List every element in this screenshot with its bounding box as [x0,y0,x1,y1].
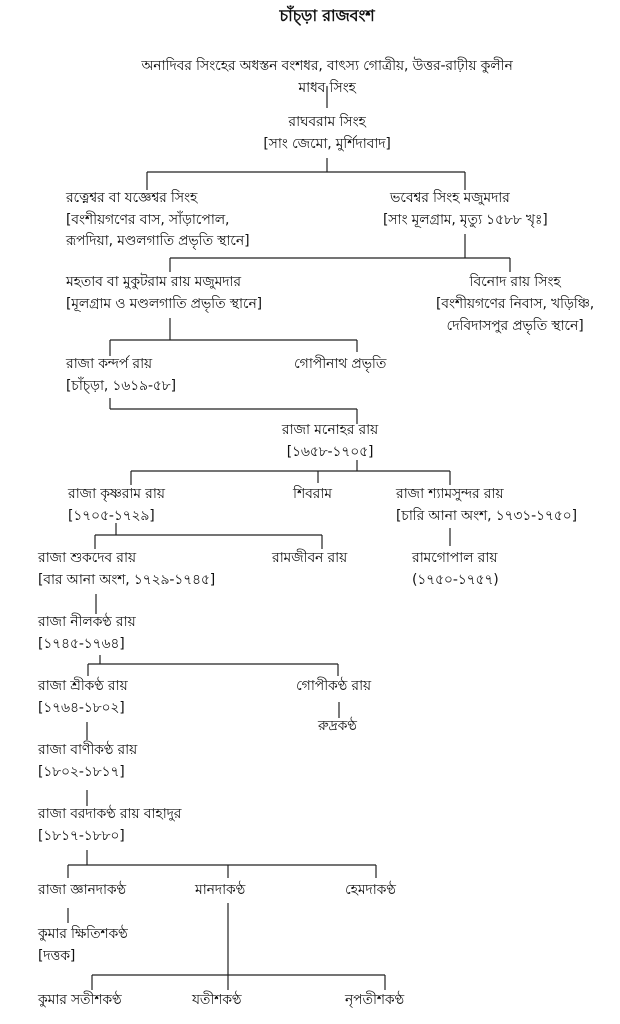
node-ratneswar-note: [বংশীয়গণের বাস, সাঁড়াপোল, [66,212,230,228]
node-kshitishkantha: কুমার ক্ষিতিশকণ্ঠ [38,926,128,942]
node-kshitishkantha-note: [দত্তক] [38,948,76,964]
node-krishnaram: রাজা কৃষ্ণরাম রায় [68,486,165,502]
node-satishkantha: কুমার সতীশকণ্ঠ [38,992,122,1008]
node-srikantha-note: [১৭৬৪-১৮০২] [38,700,125,716]
node-nilkantha: রাজা নীলকণ্ঠ রায় [38,614,136,630]
node-binod-note: দেবিদাসপুর প্রভৃতি স্থানে] [446,318,584,334]
node-gyanadakantha: রাজা জ্ঞানদাকণ্ঠ [38,882,126,898]
node-baradakantha: রাজা বরদাকণ্ঠ রায় বাহাদুর [38,806,182,822]
node-binod: বিনোদ রায় সিংহ [469,274,561,290]
node-manohar-note: [১৬৫৮-১৭০৫] [286,444,374,460]
node-gopikantha: গোপীকণ্ঠ রায় [296,678,371,694]
node-kandarpa: রাজা কন্দর্প রায় [66,356,152,372]
node-ramjiban: রামজীবন রায় [272,550,348,566]
node-hemadakantha: হেমদাকণ্ঠ [345,882,396,898]
node-ramgopal: রামগোপাল রায় [412,550,498,566]
node-nilkantha-note: [১৭৪৫-১৭৬৪] [38,636,125,652]
node-jatishkantha: যতীশকণ্ঠ [192,992,242,1008]
node-raghabram-note: [সাং জেমো, মুর্শিদাবাদ] [263,136,391,152]
node-krishnaram-note: [১৭০৫-১৭২৯] [68,508,155,524]
node-kandarpa-note: [চাঁচ্ড়া, ১৬১৯-৫৮] [66,378,176,394]
page-title: চাঁচ্ড়া রাজবংশ [279,6,375,25]
node-ratneswar-note: রূপদিয়া, মণ্ডলগাতি প্রভৃতি স্থানে] [66,233,250,249]
node-mahtab: মহতাব বা মুকুটরাম রায় মজুমদার [66,274,241,290]
node-sukdeb: রাজা শুকদেব রায় [38,550,136,566]
node-bhabeswar: ভবেশ্বর সিংহ মজুমদার [390,190,510,206]
node-banikantha: রাজা বাণীকণ্ঠ রায় [38,742,138,758]
node-madhab: মাধব সিংহ [298,80,356,96]
node-baradakantha-note: [১৮১৭-১৮৮০] [38,828,125,844]
root-description: অনাদিবর সিংহের অধস্তন বংশধর, বাৎস্য গোত্রীয়, উত্তর-রাঢ়ীয় কুলীন [141,58,513,74]
node-raghabram: রাঘবরাম সিংহ [288,114,366,130]
node-manadakantha: মানদাকণ্ঠ [195,882,246,898]
node-banikantha-note: [১৮০২-১৮১৭] [38,764,125,780]
node-shyamsundar: রাজা শ্যামসুন্দর রায় [396,486,504,502]
node-manohar: রাজা মনোহর রায় [281,422,379,438]
node-bhabeswar-note: [সাং মূলগ্রাম, মৃত্যু ১৫৮৮ খৃঃ] [383,212,548,228]
node-shyamsundar-note: [চারি আনা অংশ, ১৭৩১-১৭৫০] [396,508,577,524]
node-mahtab-note: [মূলগ্রাম ও মণ্ডলগাতি প্রভৃতি স্থানে] [66,296,262,312]
node-ramgopal-note: (১৭৫০-১৭৫৭) [412,572,499,588]
node-srikantha: রাজা শ্রীকণ্ঠ রায় [38,678,128,694]
node-shibram: শিবরাম [293,486,332,502]
node-gopinath: গোপীনাথ প্রভৃতি [294,356,387,372]
node-nripatishkantha: নৃপতীশকণ্ঠ [345,992,404,1008]
node-rudrakantha: রুদ্রকণ্ঠ [318,718,357,734]
node-sukdeb-note: [বার আনা অংশ, ১৭২৯-১৭৪৫] [38,572,216,588]
node-ratneswar: রত্নেশ্বর বা যজ্ঞেশ্বর সিংহ [66,190,198,206]
node-binod-note: [বংশীয়গণের নিবাস, খড়িঞ্চি, [435,296,595,312]
